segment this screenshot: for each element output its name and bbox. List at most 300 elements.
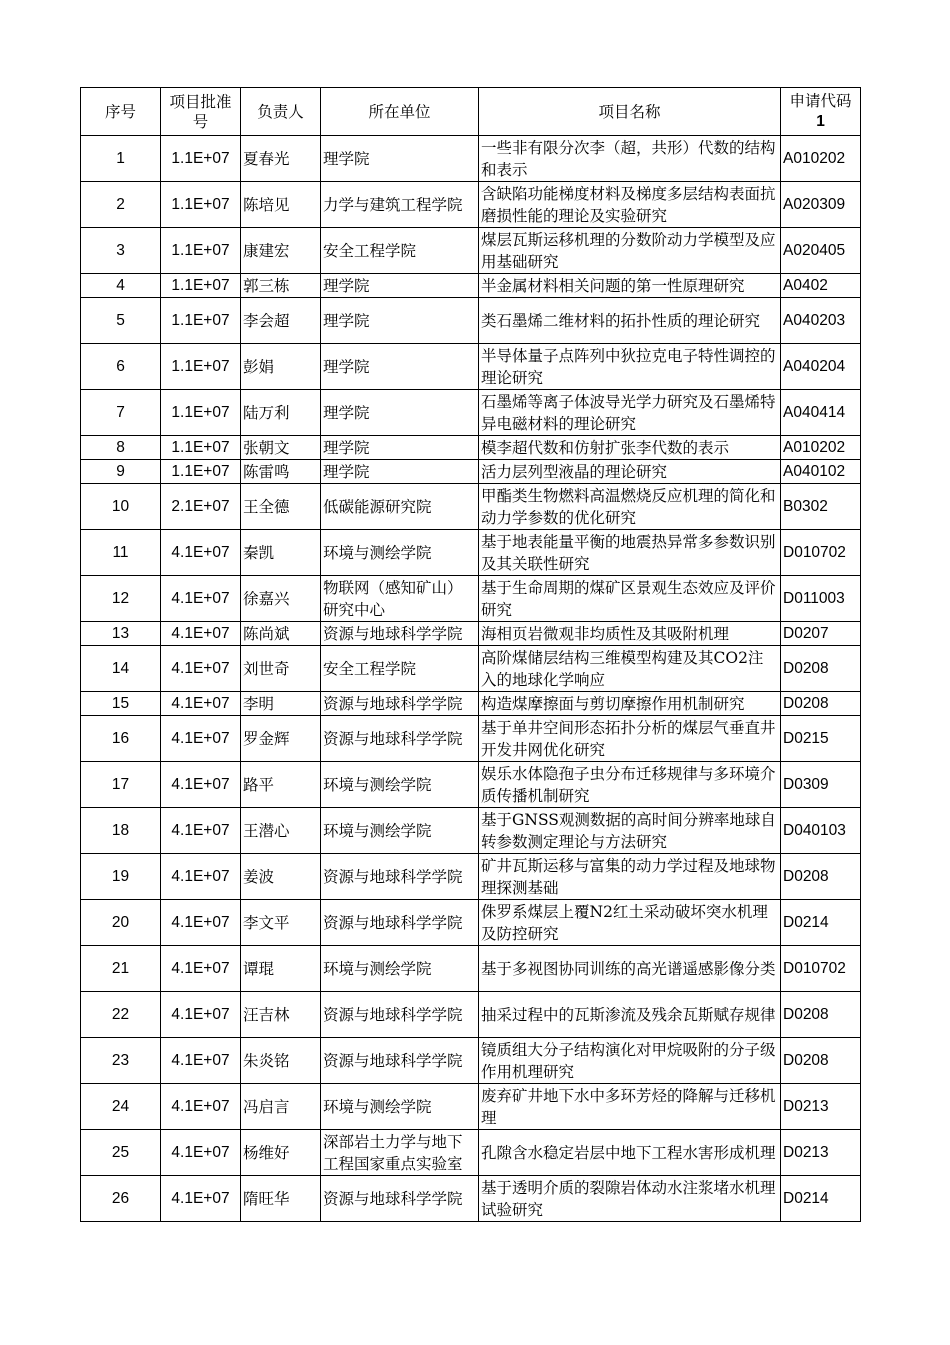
cell-code (781, 576, 861, 622)
cell-approval-text: 4.1E+07 (171, 775, 230, 793)
cell-project (479, 1038, 781, 1084)
cell-leader-text: 秦凯 (243, 543, 275, 562)
cell-code (781, 530, 861, 576)
cell-index-text: 19 (111, 867, 130, 885)
cell-project-text: 基于多视图协同训练的高光谱遥感影像分类 (481, 959, 776, 978)
cell-unit (321, 1176, 479, 1222)
cell-unit (321, 136, 479, 182)
cell-approval (161, 1130, 241, 1176)
cell-leader (241, 274, 321, 298)
cell-index (81, 484, 161, 530)
cell-unit-text: 资源与地球科学学院 (323, 1005, 463, 1024)
cell-unit-text: 环境与测绘学院 (323, 959, 432, 978)
cell-approval (161, 992, 241, 1038)
cell-leader-text: 李文平 (243, 913, 290, 932)
cell-unit (321, 692, 479, 716)
cell-project-text: 甲酯类生物燃料高温燃烧反应机理的简化和动力学参数的优化研究 (481, 486, 776, 527)
cell-index (81, 530, 161, 576)
cell-index-text: 23 (111, 1051, 130, 1069)
cell-code-text: D0208 (783, 1005, 829, 1023)
cell-unit-text: 力学与建筑工程学院 (323, 195, 463, 214)
cell-index (81, 946, 161, 992)
cell-approval (161, 716, 241, 762)
cell-project-text: 煤层瓦斯运移机理的分数阶动力学模型及应用基础研究 (481, 230, 776, 271)
cell-leader (241, 390, 321, 436)
cell-code-text: D0208 (783, 867, 829, 885)
table-row (81, 274, 861, 298)
cell-unit-text: 资源与地球科学学院 (323, 624, 463, 643)
cell-code (781, 692, 861, 716)
cell-code-text: D010702 (783, 543, 846, 561)
cell-project (479, 762, 781, 808)
cell-code (781, 808, 861, 854)
table-row (81, 390, 861, 436)
cell-index-text: 15 (111, 694, 130, 712)
cell-code-text: D0215 (783, 729, 829, 747)
header-index: 序号 (81, 88, 161, 136)
cell-project-text: 类石墨烯二维材料的拓扑性质的理论研究 (481, 311, 761, 330)
cell-approval-text: 4.1E+07 (171, 543, 230, 561)
cell-approval-text: 4.1E+07 (171, 821, 230, 839)
cell-code (781, 992, 861, 1038)
cell-project (479, 692, 781, 716)
cell-code (781, 274, 861, 298)
cell-code-text: D0208 (783, 694, 829, 712)
cell-unit-text: 环境与测绘学院 (323, 1097, 432, 1116)
cell-leader (241, 1084, 321, 1130)
cell-unit-text: 资源与地球科学学院 (323, 867, 463, 886)
cell-project-text: 海相页岩微观非均质性及其吸附机理 (481, 624, 730, 643)
cell-index-text: 25 (111, 1143, 130, 1161)
cell-project (479, 576, 781, 622)
cell-index (81, 854, 161, 900)
cell-index-text: 26 (111, 1189, 130, 1207)
cell-unit-text: 低碳能源研究院 (323, 497, 432, 516)
cell-unit (321, 808, 479, 854)
cell-unit-text: 理学院 (323, 438, 370, 457)
cell-index-text: 2 (116, 195, 125, 213)
table-row (81, 992, 861, 1038)
table-row (81, 716, 861, 762)
cell-unit-text: 物联网（感知矿山）研究中心 (323, 578, 463, 619)
cell-project-text: 半导体量子点阵列中狄拉克电子特性调控的理论研究 (481, 346, 776, 387)
cell-project (479, 1176, 781, 1222)
cell-approval-text: 4.1E+07 (171, 729, 230, 747)
cell-leader (241, 576, 321, 622)
cell-project-text: 娱乐水体隐孢子虫分布迁移规律与多环境介质传播机制研究 (481, 764, 776, 805)
header-leader: 负责人 (241, 88, 321, 136)
cell-code-text: B0302 (783, 497, 828, 515)
cell-index-text: 1 (116, 149, 125, 167)
cell-index (81, 460, 161, 484)
cell-code (781, 298, 861, 344)
project-table (80, 87, 861, 1222)
cell-project-text: 一些非有限分次李（超，共形）代数的结构和表示 (481, 138, 776, 179)
cell-code-text: D040103 (783, 821, 846, 839)
header-code (781, 88, 861, 136)
cell-index (81, 646, 161, 692)
cell-approval (161, 946, 241, 992)
cell-index-text: 8 (116, 438, 125, 456)
cell-leader-text: 郭三栋 (243, 276, 290, 295)
cell-index (81, 622, 161, 646)
cell-approval (161, 530, 241, 576)
cell-index (81, 436, 161, 460)
cell-unit (321, 344, 479, 390)
table-row (81, 298, 861, 344)
cell-approval-text: 4.1E+07 (171, 1097, 230, 1115)
cell-project (479, 808, 781, 854)
cell-index (81, 576, 161, 622)
cell-approval-text: 4.1E+07 (171, 1005, 230, 1023)
cell-project (479, 344, 781, 390)
cell-leader-text: 张朝文 (243, 438, 290, 457)
cell-code-text: A040204 (783, 357, 846, 375)
cell-project (479, 136, 781, 182)
cell-project (479, 646, 781, 692)
cell-unit-text: 理学院 (323, 276, 370, 295)
table-row (81, 1130, 861, 1176)
cell-code (781, 854, 861, 900)
cell-leader-text: 冯启言 (243, 1097, 290, 1116)
cell-code-text: D0213 (783, 1097, 829, 1115)
table-row (81, 808, 861, 854)
cell-approval (161, 808, 241, 854)
header-code-line2: 1 (816, 112, 825, 130)
cell-code (781, 622, 861, 646)
cell-leader-text: 徐嘉兴 (243, 589, 290, 608)
cell-unit (321, 716, 479, 762)
cell-unit-text: 资源与地球科学学院 (323, 1189, 463, 1208)
cell-project-text: 构造煤摩擦面与剪切摩擦作用机制研究 (481, 694, 745, 713)
cell-unit (321, 182, 479, 228)
cell-code-text: A040102 (783, 462, 846, 480)
cell-approval (161, 576, 241, 622)
header-approval: 项目批准号 (161, 88, 241, 136)
cell-unit-text: 环境与测绘学院 (323, 821, 432, 840)
cell-unit (321, 576, 479, 622)
table-row (81, 1176, 861, 1222)
cell-approval-text: 1.1E+07 (171, 311, 230, 329)
cell-project-text: 半金属材料相关问题的第一性原理研究 (481, 276, 745, 295)
cell-code-text: D0309 (783, 775, 829, 793)
cell-index (81, 228, 161, 274)
cell-index-text: 7 (116, 403, 125, 421)
cell-leader (241, 622, 321, 646)
cell-index-text: 6 (116, 357, 125, 375)
cell-leader (241, 298, 321, 344)
cell-leader (241, 484, 321, 530)
cell-leader-text: 汪吉林 (243, 1005, 290, 1024)
cell-leader (241, 1038, 321, 1084)
cell-leader (241, 646, 321, 692)
cell-approval (161, 900, 241, 946)
cell-unit (321, 946, 479, 992)
cell-project (479, 390, 781, 436)
cell-code (781, 1038, 861, 1084)
cell-leader-text: 路平 (243, 775, 275, 794)
cell-approval-text: 4.1E+07 (171, 867, 230, 885)
cell-approval-text: 4.1E+07 (171, 589, 230, 607)
cell-approval-text: 1.1E+07 (171, 241, 230, 259)
cell-approval-text: 1.1E+07 (171, 195, 230, 213)
cell-leader-text: 杨维好 (243, 1143, 290, 1162)
cell-project-text: 基于生命周期的煤矿区景观生态效应及评价研究 (481, 578, 776, 619)
cell-leader-text: 罗金辉 (243, 729, 290, 748)
cell-leader-text: 隋旺华 (243, 1189, 290, 1208)
cell-leader (241, 992, 321, 1038)
cell-index (81, 762, 161, 808)
cell-project (479, 622, 781, 646)
cell-index (81, 136, 161, 182)
cell-unit (321, 484, 479, 530)
cell-approval-text: 1.1E+07 (171, 357, 230, 375)
cell-project-text: 含缺陷功能梯度材料及梯度多层结构表面抗磨损性能的理论及实验研究 (481, 184, 776, 225)
cell-index-text: 16 (111, 729, 130, 747)
cell-code-text: A0402 (783, 276, 828, 294)
cell-project-text: 基于地表能量平衡的地震热异常多参数识别及其关联性研究 (481, 532, 776, 573)
cell-code-text: A010202 (783, 438, 846, 456)
cell-index-text: 13 (111, 624, 130, 642)
cell-index-text: 21 (111, 959, 130, 977)
cell-leader (241, 530, 321, 576)
cell-index-text: 11 (112, 543, 129, 561)
cell-unit-text: 理学院 (323, 403, 370, 422)
cell-leader-text: 彭娟 (243, 357, 275, 376)
cell-project-text: 活力层列型液晶的理论研究 (481, 462, 668, 481)
cell-project (479, 228, 781, 274)
cell-project-text: 矿井瓦斯运移与富集的动力学过程及地球物理探测基础 (481, 856, 776, 897)
table-row (81, 692, 861, 716)
cell-leader (241, 136, 321, 182)
cell-leader-text: 陈雷鸣 (243, 462, 290, 481)
cell-approval-text: 4.1E+07 (171, 1051, 230, 1069)
cell-project-text: 孔隙含水稳定岩层中地下工程水害形成机理 (481, 1143, 776, 1162)
table-row (81, 228, 861, 274)
cell-code (781, 436, 861, 460)
cell-code-text: D0214 (783, 913, 829, 931)
cell-leader (241, 716, 321, 762)
cell-index (81, 274, 161, 298)
cell-project-text: 石墨烯等离子体波导光学力研究及石墨烯特异电磁材料的理论研究 (481, 392, 776, 433)
cell-project (479, 530, 781, 576)
cell-leader-text: 王全德 (243, 497, 290, 516)
table-row (81, 460, 861, 484)
cell-index-text: 3 (116, 241, 125, 259)
cell-approval (161, 390, 241, 436)
header-project: 项目名称 (479, 88, 781, 136)
cell-code-text: D0208 (783, 659, 829, 677)
cell-index (81, 900, 161, 946)
cell-leader (241, 808, 321, 854)
cell-project (479, 274, 781, 298)
cell-unit-text: 资源与地球科学学院 (323, 913, 463, 932)
cell-approval-text: 1.1E+07 (171, 462, 230, 480)
cell-unit (321, 436, 479, 460)
cell-code-text: A040414 (783, 403, 846, 421)
cell-index (81, 1130, 161, 1176)
cell-code-text: A040203 (783, 311, 846, 329)
cell-unit (321, 530, 479, 576)
cell-unit (321, 1084, 479, 1130)
table-row (81, 576, 861, 622)
table-row (81, 1038, 861, 1084)
cell-project-text: 镜质组大分子结构演化对甲烷吸附的分子级作用机理研究 (481, 1040, 776, 1081)
table-row (81, 530, 861, 576)
table-row (81, 182, 861, 228)
cell-approval-text: 4.1E+07 (171, 1189, 230, 1207)
cell-unit (321, 298, 479, 344)
cell-unit (321, 1130, 479, 1176)
table-row (81, 136, 861, 182)
cell-leader (241, 344, 321, 390)
cell-project-text: 高阶煤储层结构三维模型构建及其CO2注入的地球化学响应 (481, 648, 764, 689)
cell-project-text: 废弃矿井地下水中多环芳烃的降解与迁移机理 (481, 1086, 776, 1127)
cell-approval (161, 762, 241, 808)
cell-project-text: 抽采过程中的瓦斯渗流及残余瓦斯赋存规律 (481, 1005, 776, 1024)
cell-unit-text: 资源与地球科学学院 (323, 729, 463, 748)
cell-code-text: D0208 (783, 1051, 829, 1069)
header-unit: 所在单位 (321, 88, 479, 136)
cell-project (479, 298, 781, 344)
cell-unit (321, 646, 479, 692)
cell-leader-text: 王潜心 (243, 821, 290, 840)
cell-unit-text: 理学院 (323, 149, 370, 168)
cell-approval (161, 460, 241, 484)
cell-approval-text: 4.1E+07 (171, 959, 230, 977)
cell-approval-text: 4.1E+07 (171, 659, 230, 677)
cell-code-text: A020309 (783, 195, 846, 213)
cell-index-text: 12 (111, 589, 130, 607)
header-row (81, 88, 861, 136)
cell-approval-text: 1.1E+07 (171, 403, 230, 421)
cell-project-text: 侏罗系煤层上覆N2红土采动破坏突水机理及防控研究 (481, 902, 768, 943)
cell-unit-text: 资源与地球科学学院 (323, 694, 463, 713)
cell-approval (161, 298, 241, 344)
cell-project (479, 1130, 781, 1176)
cell-code-text: A020405 (783, 241, 846, 259)
cell-index-text: 22 (111, 1005, 130, 1023)
cell-code (781, 460, 861, 484)
cell-unit (321, 274, 479, 298)
cell-approval-text: 4.1E+07 (171, 913, 230, 931)
table-row (81, 762, 861, 808)
cell-unit (321, 900, 479, 946)
cell-project-text: 模李超代数和仿射扩张李代数的表示 (481, 438, 730, 457)
cell-code-text: A010202 (783, 149, 846, 167)
table-row (81, 946, 861, 992)
cell-code-text: D010702 (783, 959, 846, 977)
cell-approval (161, 1038, 241, 1084)
cell-index-text: 5 (116, 311, 125, 329)
cell-code-text: D0213 (783, 1143, 829, 1161)
cell-code (781, 1130, 861, 1176)
cell-index (81, 1084, 161, 1130)
cell-leader-text: 康建宏 (243, 241, 290, 260)
cell-leader (241, 900, 321, 946)
cell-index (81, 390, 161, 436)
cell-unit (321, 460, 479, 484)
cell-code-text: D0214 (783, 1189, 829, 1207)
cell-approval-text: 2.1E+07 (171, 497, 230, 515)
cell-code (781, 946, 861, 992)
cell-index-text: 17 (111, 775, 130, 793)
cell-index (81, 1038, 161, 1084)
cell-approval-text: 1.1E+07 (171, 149, 230, 167)
cell-index (81, 298, 161, 344)
cell-approval-text: 4.1E+07 (171, 1143, 230, 1161)
cell-unit (321, 390, 479, 436)
table-row (81, 1084, 861, 1130)
cell-code (781, 484, 861, 530)
cell-project (479, 460, 781, 484)
cell-unit-text: 深部岩土力学与地下工程国家重点实验室 (323, 1132, 463, 1173)
cell-code (781, 136, 861, 182)
cell-project (479, 716, 781, 762)
cell-leader (241, 182, 321, 228)
cell-index-text: 14 (111, 659, 130, 677)
cell-project (479, 484, 781, 530)
cell-code (781, 900, 861, 946)
cell-code (781, 390, 861, 436)
cell-approval-text: 4.1E+07 (171, 694, 230, 712)
cell-index (81, 344, 161, 390)
table-row (81, 436, 861, 460)
cell-unit-text: 环境与测绘学院 (323, 543, 432, 562)
cell-leader (241, 854, 321, 900)
cell-leader-text: 刘世奇 (243, 659, 290, 678)
cell-unit-text: 环境与测绘学院 (323, 775, 432, 794)
cell-leader (241, 1130, 321, 1176)
cell-code (781, 228, 861, 274)
cell-leader-text: 夏春光 (243, 149, 290, 168)
cell-code (781, 1176, 861, 1222)
cell-index (81, 182, 161, 228)
cell-approval (161, 484, 241, 530)
cell-code (781, 646, 861, 692)
cell-approval (161, 228, 241, 274)
cell-approval (161, 274, 241, 298)
cell-leader-text: 李会超 (243, 311, 290, 330)
cell-approval-text: 1.1E+07 (171, 276, 230, 294)
table-row (81, 484, 861, 530)
cell-unit (321, 228, 479, 274)
cell-unit (321, 1038, 479, 1084)
cell-index (81, 692, 161, 716)
cell-approval (161, 854, 241, 900)
cell-leader-text: 朱炎铭 (243, 1051, 290, 1070)
cell-index (81, 1176, 161, 1222)
cell-index-text: 24 (111, 1097, 130, 1115)
cell-approval (161, 1176, 241, 1222)
cell-unit (321, 854, 479, 900)
cell-approval (161, 692, 241, 716)
cell-index (81, 808, 161, 854)
cell-project (479, 900, 781, 946)
cell-unit-text: 安全工程学院 (323, 659, 417, 678)
table-row (81, 900, 861, 946)
cell-unit-text: 理学院 (323, 311, 370, 330)
table-row (81, 854, 861, 900)
cell-code (781, 716, 861, 762)
cell-leader-text: 谭琨 (243, 959, 275, 978)
cell-code (781, 762, 861, 808)
cell-approval-text: 4.1E+07 (171, 624, 230, 642)
cell-leader (241, 692, 321, 716)
cell-leader-text: 姜波 (243, 867, 275, 886)
table-row (81, 344, 861, 390)
cell-index-text: 9 (116, 462, 125, 480)
